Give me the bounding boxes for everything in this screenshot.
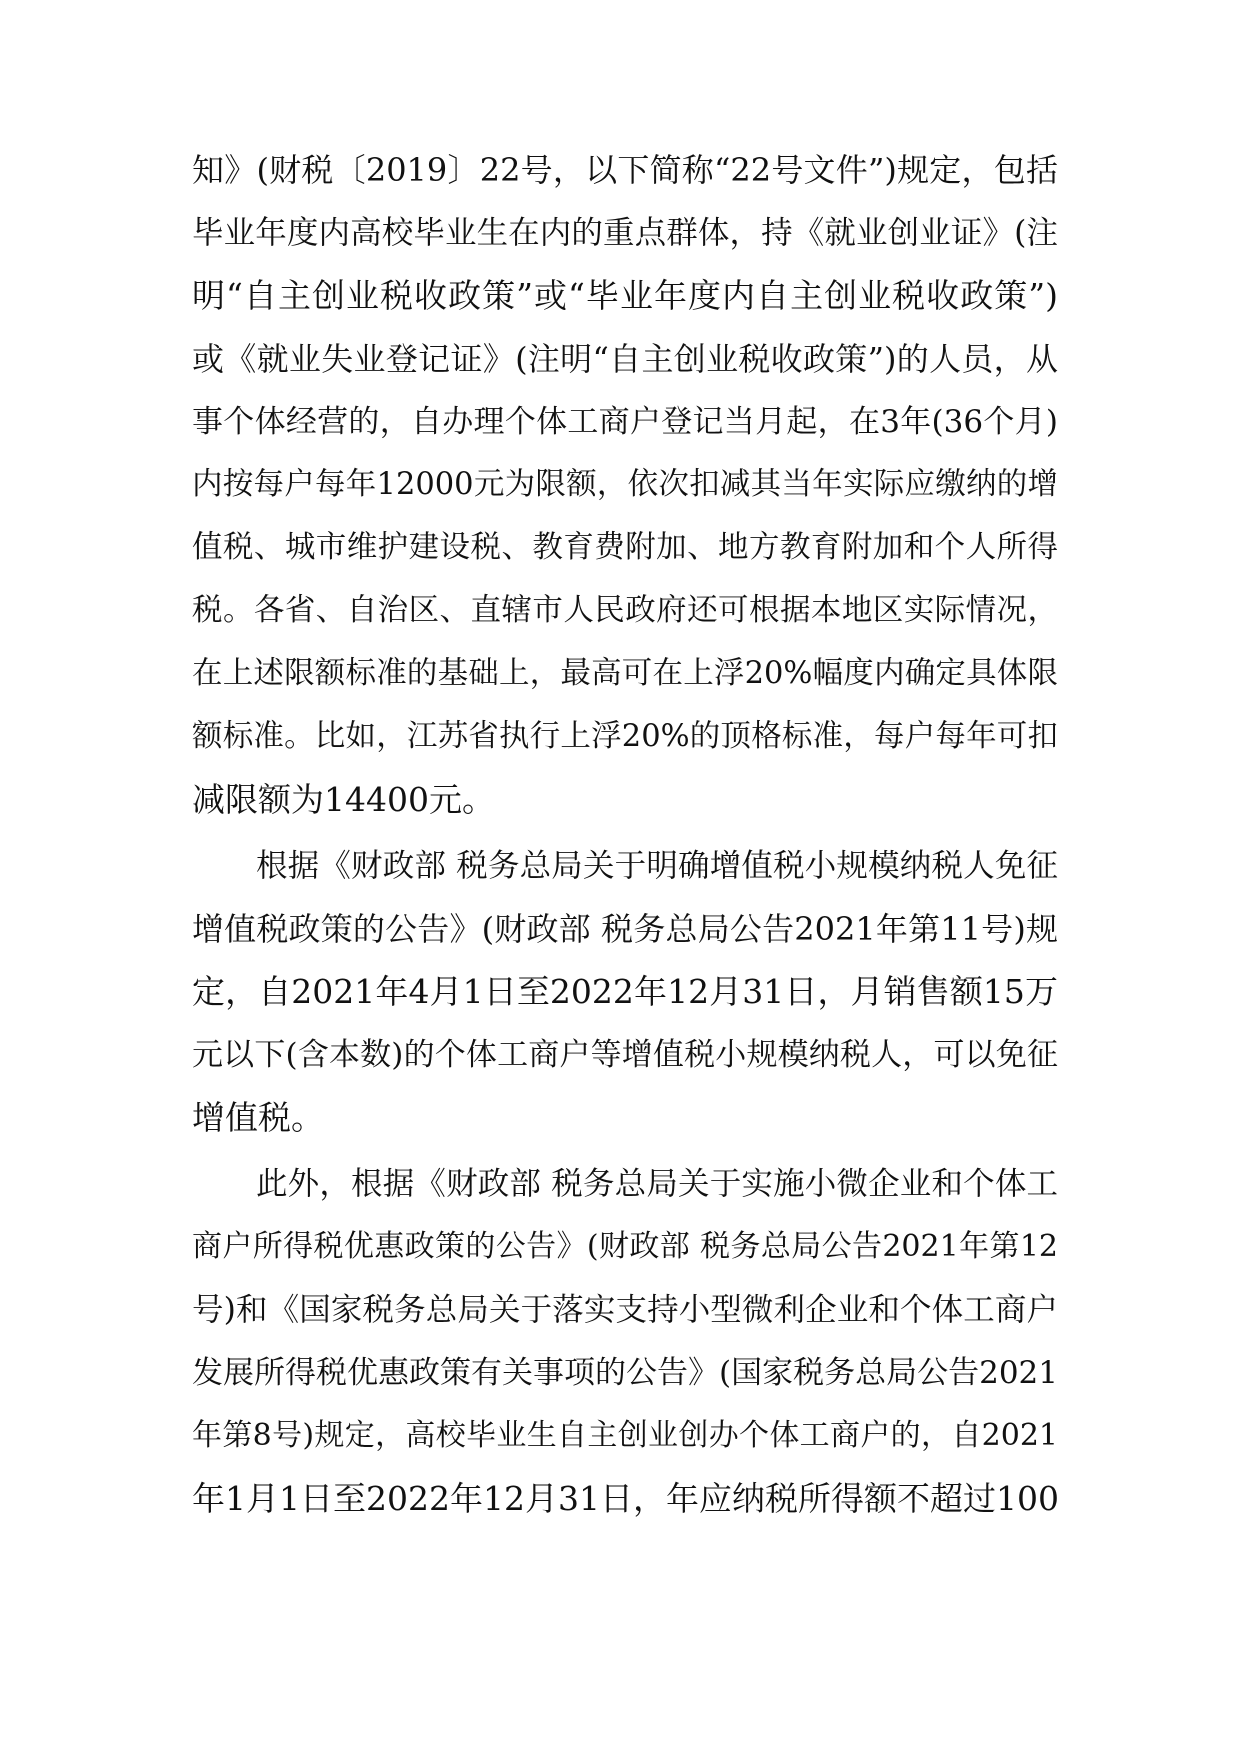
text-line: 或《就业失业登记证》(注明“自主创业税收政策”)的人员，从 <box>192 340 1058 378</box>
text-line: 年1月1日至2022年12月31日，年应纳税所得额不超过100 <box>192 1479 1059 1518</box>
text-line: 增值税政策的公告》(财政部 税务总局公告2021年第11号)规 <box>192 910 1058 948</box>
text-line: 事个体经营的，自办理个体工商户登记当月起，在3年(36个月) <box>192 404 1058 440</box>
text-line: 内按每户每年12000元为限额，依次扣减其当年实际应缴纳的增 <box>192 467 1058 502</box>
text-line: 在上述限额标准的基础上，最高可在上浮20%幅度内确定具体限 <box>192 656 1058 691</box>
text-line: 定，自2021年4月1日至2022年12月31日，月销售额15万 <box>192 972 1058 1011</box>
text-line: 增值税。 <box>192 1098 324 1137</box>
text-line: 知》(财税〔2019〕22号，以下简称“22号文件”)规定，包括 <box>192 151 1058 189</box>
text-line: 商户所得税优惠政策的公告》(财政部 税务总局公告2021年第12 <box>192 1229 1058 1264</box>
text-line: 税。各省、自治区、直辖市人民政府还可根据本地区实际情况， <box>192 593 1058 628</box>
text-line: 年第8号)规定，高校毕业生自主创业创办个体工商户的，自2021 <box>192 1418 1058 1453</box>
text-line: 额标准。比如，江苏省执行上浮20%的顶格标准，每户每年可扣 <box>192 719 1058 754</box>
text-line: 发展所得税优惠政策有关事项的公告》(国家税务总局公告2021 <box>192 1355 1058 1391</box>
text-line: 减限额为14400元。 <box>192 780 495 819</box>
text-line: 明“自主创业税收政策”或“毕业年度内自主创业税收政策”) <box>192 276 1058 315</box>
text-line: 元以下(含本数)的个体工商户等增值税小规模纳税人，可以免征 <box>192 1037 1058 1073</box>
text-line: 毕业年度内高校毕业生在内的重点群体，持《就业创业证》(注 <box>192 215 1058 251</box>
paragraph-first-line: 此外，根据《财政部 税务总局关于实施小微企业和个体工 <box>256 1166 1058 1202</box>
text-line: 值税、城市维护建设税、教育费附加、地方教育附加和个人所得 <box>192 530 1058 565</box>
paragraph-first-line: 根据《财政部 税务总局关于明确增值税小规模纳税人免征 <box>256 848 1058 884</box>
text-line: 号)和《国家税务总局关于落实支持小型微利企业和个体工商户 <box>192 1292 1058 1328</box>
